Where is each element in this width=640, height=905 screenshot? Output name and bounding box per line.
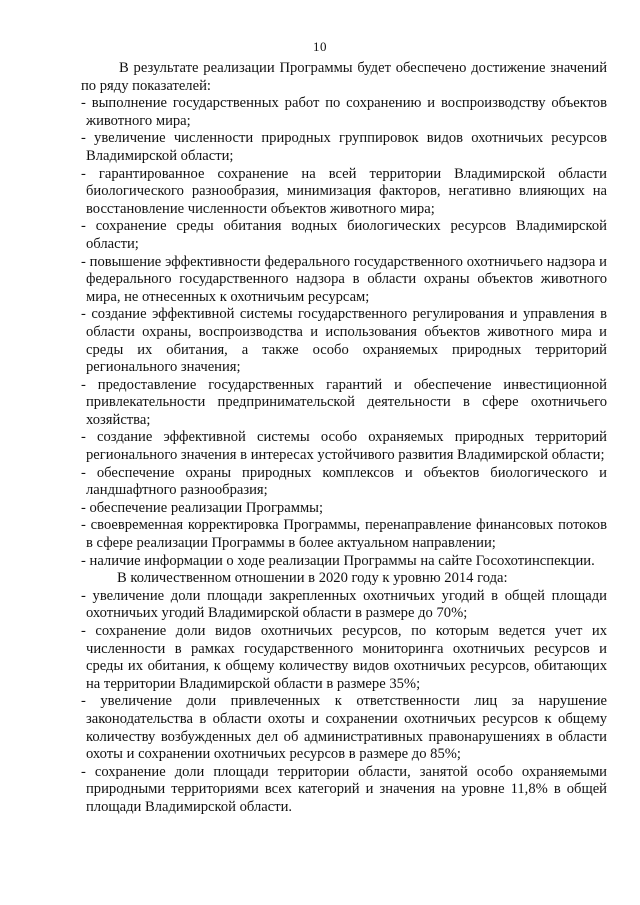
result-item: - обеспечение охраны природных комплексов и объектов биологического и ландшафтного разнообразия; <box>81 464 607 499</box>
result-item: - гарантированное сохранение на всей территории Владимирской области биологического разнообразия, минимизация факторов, негативно влияющих на восстановление численности объектов животного мира; <box>81 165 607 217</box>
result-item: - обеспечение реализации Программы; <box>81 499 324 516</box>
result-item: - предоставление государственных гарантий и обеспечение инвестиционной привлекательности предпринимательской деятельности в сфере охотничьего хозяйства; <box>81 376 607 428</box>
result-item: - увеличение численности природных группировок видов охотничьих ресурсов Владимирской области; <box>81 130 607 164</box>
result-item: - создание эффективной системы особо охраняемых природных территорий регионального значения в интересах устойчивого развития Владимирской области; <box>81 429 607 464</box>
result-item: - наличие информации о ходе реализации Программы на сайте Госохотинспекции. <box>81 552 595 569</box>
body-text <box>81 60 607 817</box>
result-item: - выполнение государственных работ по сохранению и воспроизводству объектов животного мира; <box>81 95 607 129</box>
page-number: 10 <box>313 39 327 54</box>
quantitative-item: - увеличение доли привлеченных к ответственности лиц за нарушение законодательства в области охоты и сохранении охотничьих ресурсов к общему количеству возбужденных дел об административных правонарушениях в области охоты и сохранении охотничьих ресурсов в размере до 85%; <box>81 693 607 763</box>
result-item: - своевременная корректировка Программы, перенаправление финансовых потоков в сфере реализации Программы в более актуальном направлении; <box>81 517 607 552</box>
quantitative-item: - сохранение доли видов охотничьих ресурсов, по которым ведется учет их численности в рамках государственного мониторинга охотничьих ресурсов и среды их обитания, к общему количеству видов охотничьих ресурсов, обитающих на территории Владимирской области в размере 35%; <box>81 623 607 692</box>
quantitative-item: - увеличение доли площади закрепленных охотничьих угодий в общей площади охотничьих угодий Владимирской области в размере до 70%; <box>81 587 607 622</box>
result-item: - создание эффективной системы государственного регулирования и управления в области охраны, воспроизводства и использования объектов животного мира и среды их обитания, а также особо охраняемых природных территорий регионального значения; <box>81 306 607 376</box>
result-item: - повышение эффективности федерального государственного охотничьего надзора и федерального государственного надзора в области охраны объектов животного мира, не отнесенных к охотничьим ресурсам; <box>81 253 607 305</box>
quantitative-intro: В количественном отношении в 2020 году к уровню 2014 года: <box>117 570 508 587</box>
result-item: - сохранение среды обитания водных биологических ресурсов Владимирской области; <box>81 218 607 252</box>
intro-paragraph: В результате реализации Программы будет обеспечено достижение значений по ряду показателей: <box>81 60 607 94</box>
quantitative-item: - сохранение доли площади территории области, занятой особо охраняемыми природными территориями всех категорий и значения на уровне 11,8% в общей площади Владимирской области. <box>81 763 607 815</box>
